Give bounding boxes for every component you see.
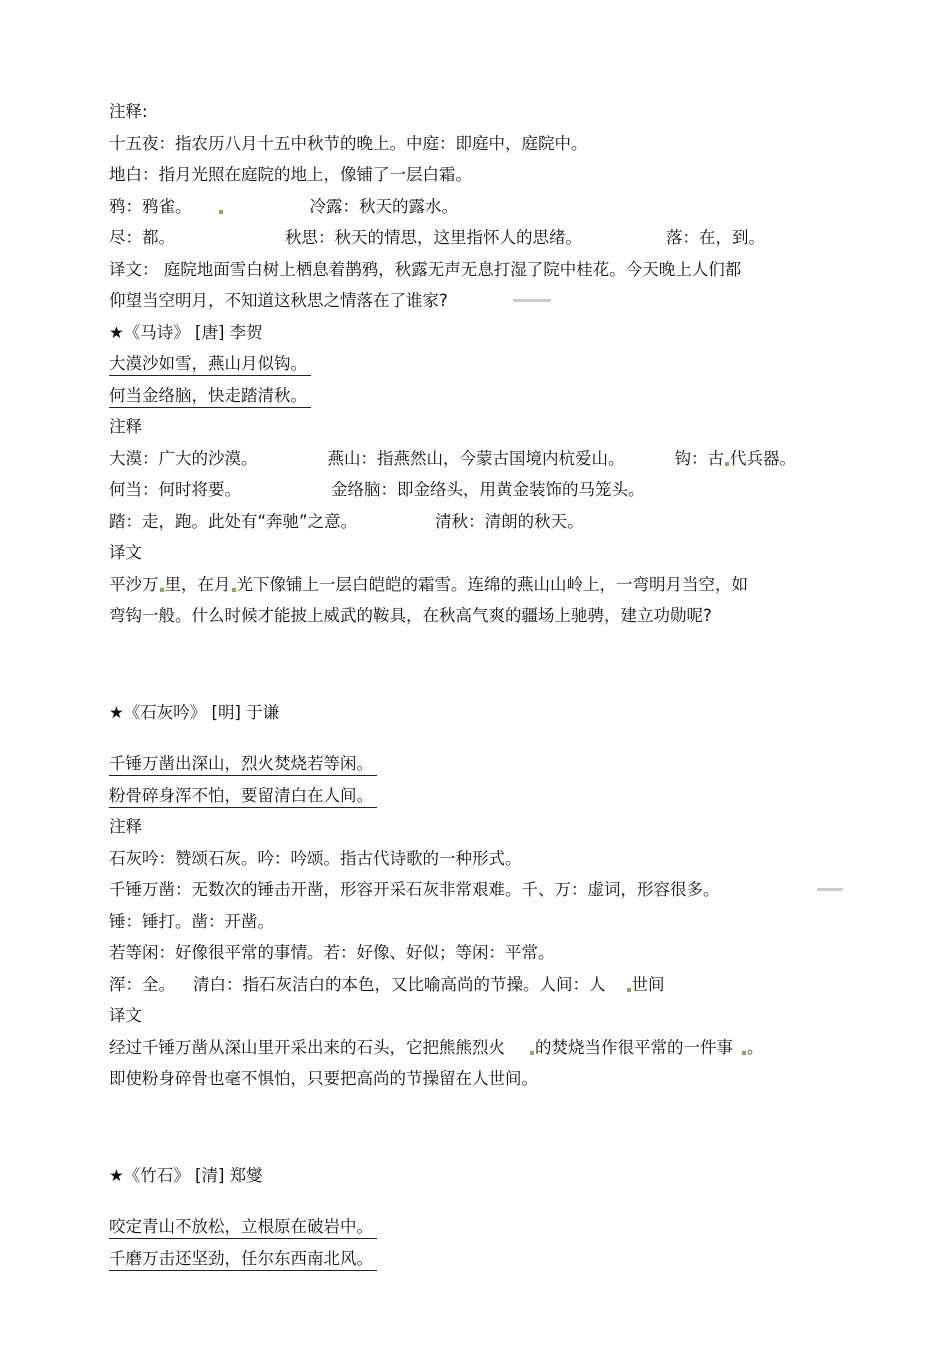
translation-line: 即使粉身碎骨也毫不惧怕，只要把高尚的节操留在人世间。: [109, 1069, 538, 1088]
note-line: 大漠：广大的沙漠。 燕山：指燕然山，今蒙古国境内杭爱山。 钩：古 代兵器。: [109, 448, 796, 468]
translation-line: 仰望当空明月，不知道这秋思之情落在了谁家?: [109, 285, 849, 317]
mark-icon: [219, 210, 223, 214]
note-line: 千锤万凿：无数次的锤击开凿，形容开采石灰非常艰难。千、万：虚词，形容很多。: [109, 874, 849, 906]
notes-heading: 注释: [109, 817, 142, 836]
faint-mark: [513, 299, 551, 302]
translation-line: 弯钩一般。什么时候才能披上威武的鞍具，在秋高气爽的疆场上驰骋，建立功勋呢?: [109, 606, 712, 625]
mark-icon: [627, 988, 631, 992]
translation-heading: 译文: [109, 543, 142, 562]
mark-icon: [530, 1051, 534, 1055]
poem-line: 千磨万击还坚劲，任尔东西南北风。: [109, 1243, 849, 1275]
mark-icon: [160, 588, 164, 592]
note-line: 浑：全。 清白：指石灰洁白的本色，又比喻高尚的节操。人间：人 世间: [109, 974, 665, 994]
note-line: [109, 191, 849, 223]
mark-icon: [725, 462, 729, 466]
note-item: 鸦：鸦雀。: [109, 196, 192, 216]
translation-line: 平沙万 里，在月 光下像铺上一层白皑皑的霜雪。连绵的燕山山岭上，一弯明月当空，如: [109, 574, 748, 594]
note-line: 地白：指月光照在庭院的地上，像铺了一层白霜。: [109, 165, 472, 184]
mark-icon: [742, 1051, 746, 1055]
note-item: 秋思：秋天的情思，这里指怀人的思绪。: [285, 228, 582, 247]
translation-heading: 译文: [109, 1006, 142, 1025]
note-item: 冷露：秋天的露水。: [309, 196, 458, 216]
note-line: 何当：何时将要。 金络脑：即金络头，用黄金装饰的马笼头。: [109, 480, 645, 499]
poem-line: 粉骨碎身浑不怕，要留清白在人间。: [109, 780, 849, 812]
mark-icon: [232, 588, 236, 592]
note-line: 若等闲：好像很平常的事情。若：好像、好似；等闲：平常。: [109, 943, 555, 962]
note-item: 尽：都。: [109, 228, 175, 247]
translation-line: 经过千锤万凿从深山里开采出来的石头，它把熊熊烈火 的焚烧当作很平常的一件事 。: [109, 1037, 764, 1057]
note-line: 锤：锤打。凿：开凿。: [109, 911, 274, 931]
poem-line: 大漠沙如雪，燕山月似钩。: [109, 348, 849, 380]
note-line: 踏：走，跑。此处有“奔驰”之意。 清秋：清朗的秋天。: [109, 511, 584, 531]
poem-line: 咬定青山不放松，立根原在破岩中。: [109, 1211, 849, 1243]
note-line: 十五夜：指农历八月十五中秋节的晚上。中庭：即庭中，庭院中。: [109, 133, 588, 153]
poem-line: 千锤万凿出深山，烈火焚烧若等闲。: [109, 748, 849, 780]
poem-line: 何当金络脑，快走踏清秋。: [109, 380, 849, 412]
poem-title: ★《石灰吟》 [明] 于谦: [109, 702, 280, 722]
translation-line: 译文： 庭院地面雪白树上栖息着鹊鸦，秋露无声无息打湿了院中桂花。今天晚上人们都: [109, 259, 742, 279]
notes-heading: 注释: [109, 417, 142, 436]
poem-title: ★《竹石》 [清] 郑燮: [109, 1165, 263, 1185]
notes-heading: 注释:: [109, 102, 148, 121]
faint-mark: [817, 888, 843, 891]
note-line: 石灰吟：赞颂石灰。吟：吟颂。指古代诗歌的一种形式。: [109, 848, 522, 868]
note-item: 落：在，到。: [666, 228, 765, 247]
document-page: [109, 96, 849, 1274]
poem-title: ★《马诗》 [唐] 李贺: [109, 322, 263, 342]
note-line: [109, 222, 849, 254]
